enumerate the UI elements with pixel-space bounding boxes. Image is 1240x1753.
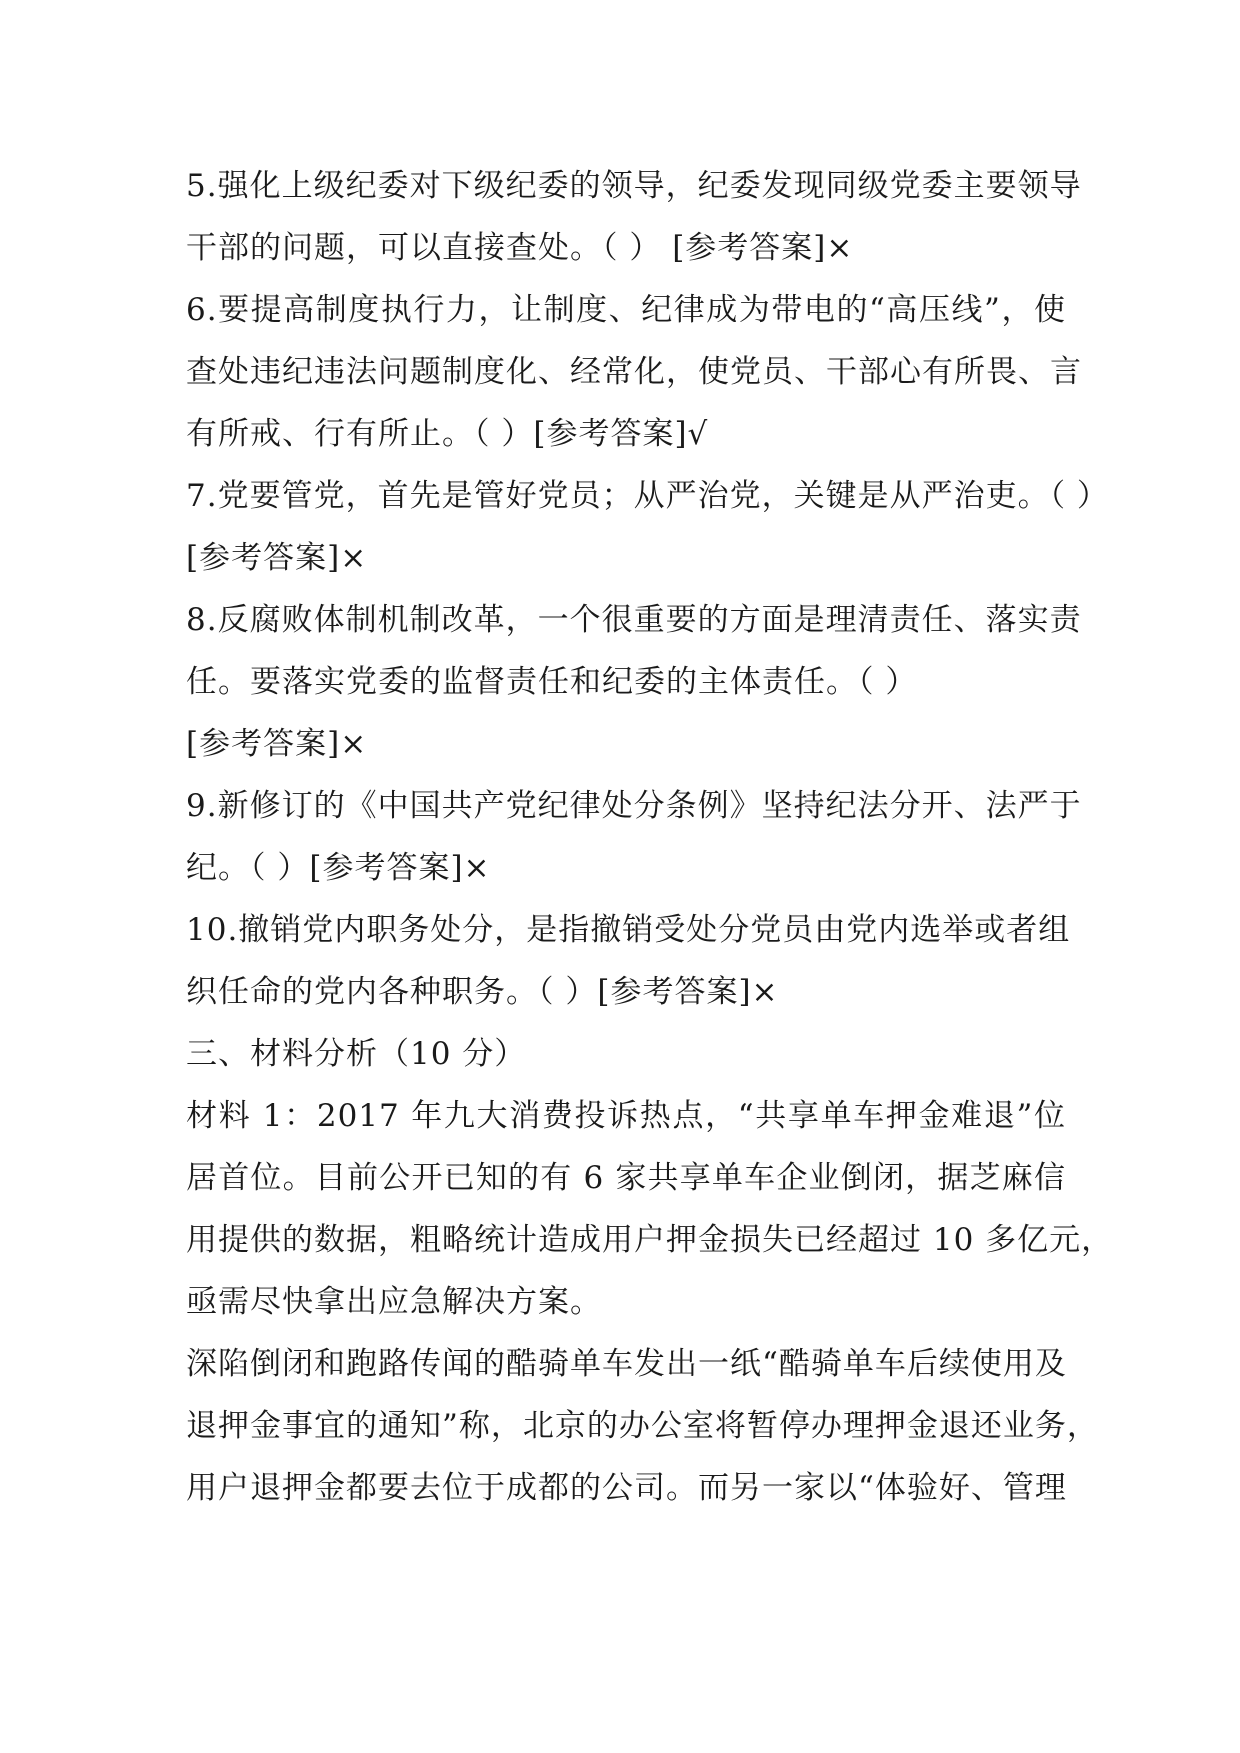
- text-line-q6-1: 6.要提高制度执行力，让制度、纪律成为带电的“高压线”，使: [186, 292, 1066, 328]
- text-line-material-6: 退押金事宜的通知”称，北京的办公室将暂停办理押金退还业务，: [186, 1408, 1099, 1444]
- text-line-q7-1: 7.党要管党，首先是管好党员；从严治党，关键是从严治吏。（ ）: [186, 478, 1109, 514]
- text-line-q10-2: 织任命的党内各种职务。（ ）[参考答案]×: [186, 974, 779, 1010]
- text-line-material-1: 材料 1：2017 年九大消费投诉热点，“共享单车押金难退”位: [186, 1098, 1066, 1134]
- text-line-q6-2: 查处违纪违法问题制度化、经常化，使党员、干部心有所畏、言: [186, 354, 1082, 390]
- text-line-q5-1: 5.强化上级纪委对下级纪委的领导，纪委发现同级党委主要领导: [186, 168, 1082, 204]
- section-heading-material-analysis: 三、材料分析（10 分）: [186, 1036, 527, 1072]
- text-line-material-7: 用户退押金都要去位于成都的公司。而另一家以“体验好、管理: [186, 1470, 1067, 1506]
- text-line-q8-2: 任。要落实党委的监督责任和纪委的主体责任。（ ）: [186, 664, 918, 700]
- text-line-q5-2: 干部的问题，可以直接查处。（ ） [参考答案]×: [186, 230, 854, 266]
- text-line-material-3: 用提供的数据，粗略统计造成用户押金损失已经超过 10 多亿元，: [186, 1222, 1114, 1258]
- text-line-q9-2: 纪。（ ）[参考答案]×: [186, 850, 491, 886]
- text-line-q6-3: 有所戒、行有所止。（ ）[参考答案]√: [186, 416, 709, 452]
- text-line-q10-1: 10.撤销党内职务处分，是指撤销受处分党员由党内选举或者组: [186, 912, 1071, 948]
- text-line-q9-1: 9.新修订的《中国共产党纪律处分条例》坚持纪法分开、法严于: [186, 788, 1082, 824]
- text-line-q8-3: [参考答案]×: [186, 726, 368, 762]
- text-line-q8-1: 8.反腐败体制机制改革，一个很重要的方面是理清责任、落实责: [186, 602, 1082, 638]
- text-line-material-4: 亟需尽快拿出应急解决方案。: [186, 1284, 602, 1320]
- text-line-material-2: 居首位。目前公开已知的有 6 家共享单车企业倒闭，据芝麻信: [186, 1160, 1066, 1196]
- text-line-material-5: 深陷倒闭和跑路传闻的酷骑单车发出一纸“酷骑单车后续使用及: [186, 1346, 1067, 1382]
- document-body: [186, 155, 1114, 1519]
- text-line-q7-2: [参考答案]×: [186, 540, 368, 576]
